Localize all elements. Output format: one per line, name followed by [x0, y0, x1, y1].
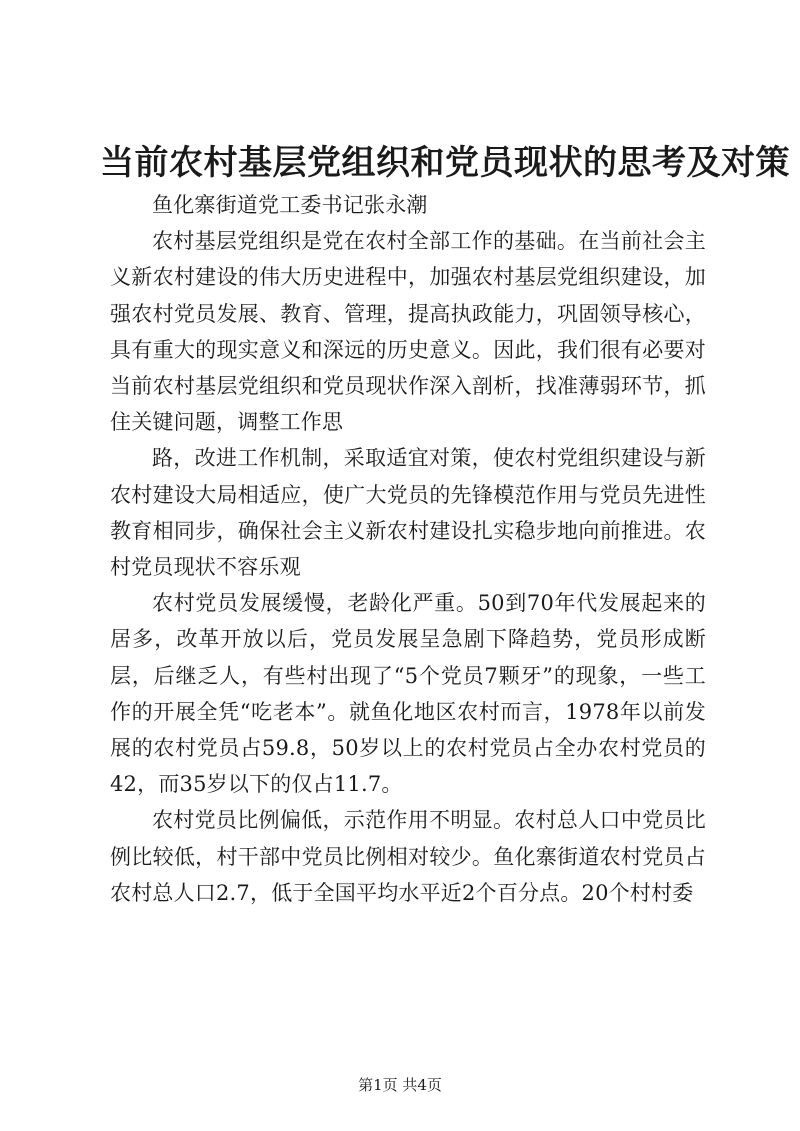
document-body: [110, 187, 706, 911]
page-number: 第1页 共4页: [358, 1076, 442, 1094]
document-title: 当前农村基层党组织和党员现状的思考及对策: [100, 143, 790, 183]
author-line: 鱼化寨街道党工委书记张永潮: [152, 193, 428, 217]
paragraph: 农村党员比例偏低，示范作用不明显。农村总人口中党员比例比较低，村干部中党员比例相对较少。鱼化寨街道农村党员占农村总人口2.7，低于全国平均水平近2个百分点。20个村村委: [110, 808, 706, 905]
paragraph: 路，改进工作机制，采取适宜对策，使农村党组织建设与新农村建设大局相适应，使广大党员的先锋模范作用与党员先进性教育相同步，确保社会主义新农村建设扎实稳步地向前推进。农村党员现状不容乐观: [110, 446, 706, 580]
paragraph: 农村基层党组织是党在农村全部工作的基础。在当前社会主义新农村建设的伟大历史进程中，加强农村基层党组织建设，加强农村党员发展、教育、管理，提高执政能力，巩固领导核心，具有重大的现实意义和深远的历史意义。因此，我们很有必要对当前农村基层党组织和党员现状作深入剖析，找准薄弱环节，抓住关键问题，调整工作思: [110, 229, 706, 435]
paragraph: 农村党员发展缓慢，老龄化严重。50到70年代发展起来的居多，改革开放以后，党员发展呈急剧下降趋势，党员形成断层，后继乏人，有些村出现了“5个党员7颗牙”的现象，一些工作的开展全凭“吃老本”。就鱼化地区农村而言，1978年以前发展的农村党员占59.8，50岁以上的农村党员占全办农村党员的42，而35岁以下的仅占11.7。: [110, 591, 706, 797]
